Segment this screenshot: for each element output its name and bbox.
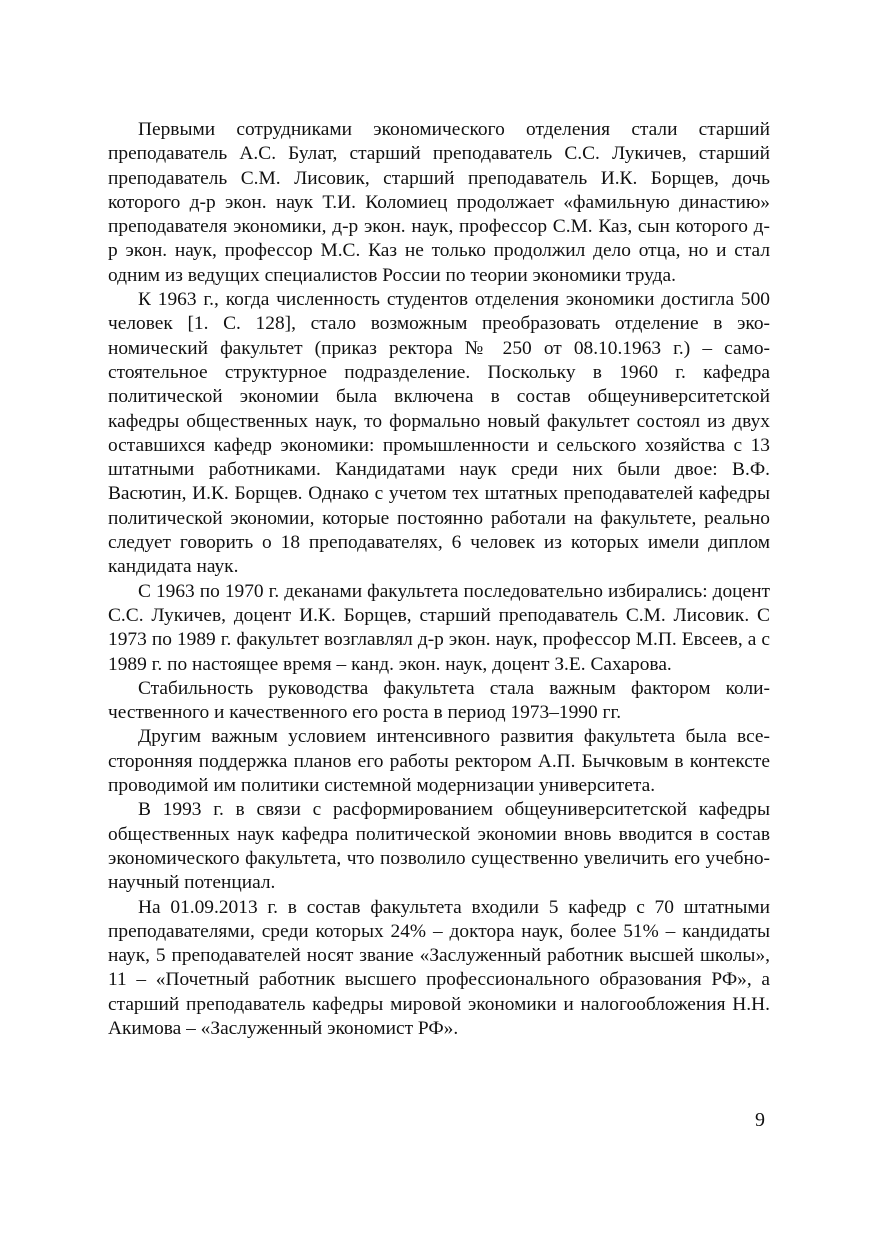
paragraph-deans: С 1963 по 1970 г. деканами факультета последовательно избирались: доцент С.С. Лукичев, доцент И.К. Борщев, старший преподаватель С.М. Лисовик. С 1973 по 1989 г. факультет возглавлял д-р экон. наук, профессор М.П. Евсеев, а с 1989 г. по настоящее время – канд. экон. наук, доцент З.Е. Сахарова. — [108, 580, 770, 675]
document-body — [108, 118, 770, 1041]
paragraph-1993-reorganization: В 1993 г. в связи с расформированием общеуниверситетской кафедры общественных наук кафедра политической экономии вновь вводится в состав экономического факультета, что позволило существенно увеличить его учебно-научный потенциал. — [108, 799, 770, 894]
paragraph-rector-support: Другим важным условием интенсивного развития факультета была всесторонняя поддержка планов его работы ректором А.П. Бычковым в контексте проводимой им политики системной модернизации университета. — [108, 726, 770, 797]
paragraph-leadership-stability: Стабильность руководства факультета стала важным фактором количественного и качественного его роста в период 1973–1990 гг. — [108, 677, 770, 724]
paragraph-first-staff: Первыми сотрудниками экономического отделения стали старший преподаватель А.С. Булат, старший преподаватель С.С. Лукичев, старший преподаватель С.М. Лисовик, старший преподаватель И.К. Борщев, дочь которого д-р экон. наук Т.И. Коломиец продолжает «фамильную династию» преподавателя экономики, д-р экон. наук, профессор С.М. Каз, сын которого д-р экон. наук, профессор М.С. Каз не только продолжил дело отца, но и стал одним из ведущих специалистов России по теории экономики труда. — [108, 119, 770, 286]
page-number: 9 — [755, 1109, 765, 1131]
paragraph-faculty-founding: К 1963 г., когда численность студентов отделения экономики достигла 500 человек [1. С. 128], стало возможным преобразовать отделение в экономический факультет (приказ ректора № 250 от 08.10.1963 г.) – самостоятельное структурное подразделение. Поскольку в 1960 г. кафедра политической экономии была включена в состав общеуниверситетской кафедры общественных наук, то формально новый факультет состоял из двух оставшихся кафедр экономики: промышленности и сельского хозяйства с 13 штатными работниками. Кандидатами наук среди них были двое: В.Ф. Васютин, И.К. Борщев. Однако с учетом тех штатных преподавателей кафедры политической экономии, которые постоянно работали на факультете, реально следует говорить о 18 преподавателях, 6 человек из которых имели диплом кандидата наук. — [108, 289, 770, 578]
paragraph-2013-staff: На 01.09.2013 г. в состав факультета входили 5 кафедр с 70 штатными преподавателями, среди которых 24% – доктора наук, более 51% – кандидаты наук, 5 преподавателей носят звание «Заслуженный работник высшей школы», 11 – «Почетный работник высшего профессионального образования РФ», а старший преподаватель кафедры мировой экономики и налогообложения Н.Н. Акимова – «Заслуженный экономист РФ». — [108, 896, 770, 1039]
